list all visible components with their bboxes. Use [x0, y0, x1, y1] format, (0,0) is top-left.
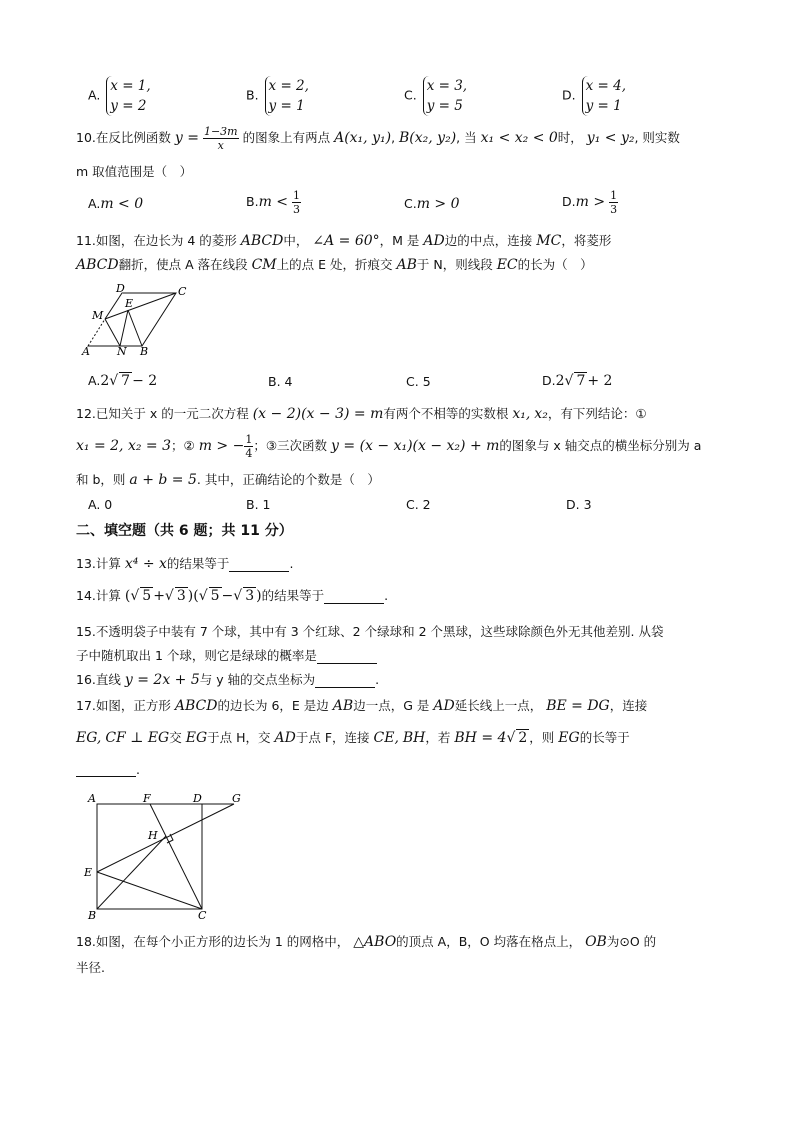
- q10-stem-2: m 取值范围是（ ）: [76, 164, 193, 179]
- square: [97, 804, 202, 909]
- equation-system: [582, 76, 626, 116]
- text: 时，: [557, 130, 583, 145]
- math: 2: [100, 373, 110, 389]
- text: ，连接: [609, 698, 648, 713]
- denominator: x: [217, 139, 224, 152]
- segment-md: [105, 293, 122, 319]
- math: −: [221, 588, 234, 604]
- q9-option-d: [562, 76, 626, 116]
- math: BH: [402, 730, 426, 746]
- q15-line-1: 15.不透明袋子中装有 7 个球，其中有 3 个红球、2 个绿球和 2 个黑球，这些球除颜色外无其他差别. 从袋: [76, 624, 664, 639]
- math: ABCD: [240, 233, 284, 249]
- answer-blank[interactable]: [229, 558, 289, 572]
- q18-stem-2: 半径.: [76, 960, 105, 975]
- answer-blank[interactable]: [324, 590, 384, 604]
- option-label: B.: [246, 194, 259, 209]
- segment-eg: [97, 804, 234, 872]
- text: 13.计算: [76, 556, 121, 571]
- q11-stem: [76, 231, 611, 249]
- text: 11.如图，在边长为 4 的菱形: [76, 233, 237, 248]
- label-f: F: [143, 792, 151, 805]
- math: ): [256, 588, 262, 604]
- radicand: 7: [576, 373, 586, 389]
- q10-option-a: [88, 196, 143, 212]
- math: +: [153, 588, 165, 604]
- math: EG,: [76, 730, 102, 746]
- text: 10.在反比例函数: [76, 130, 171, 145]
- label-g: G: [232, 792, 241, 805]
- text: 延长线上一点，: [454, 698, 543, 713]
- math: (x − 2)(x − 3) = m: [252, 406, 384, 422]
- text: .: [375, 672, 380, 687]
- q12-option-d: D. 3: [566, 497, 592, 512]
- option-label: D.: [562, 194, 576, 209]
- q12-option-b: B. 1: [246, 497, 271, 512]
- option-label: B.: [268, 374, 281, 389]
- text: 17.如图，正方形: [76, 698, 171, 713]
- q11-option-c: [406, 374, 431, 389]
- math: AD: [433, 698, 455, 714]
- segment-mc: [105, 293, 176, 319]
- math: a + b = 5: [129, 472, 197, 488]
- numerator: 1: [610, 189, 618, 202]
- radicand: 5: [142, 588, 152, 604]
- math: m < 0: [100, 196, 144, 212]
- math: m >: [575, 194, 606, 210]
- label-b: B: [88, 909, 97, 922]
- text: 为⊙O 的: [606, 934, 657, 949]
- option-label: A.: [88, 373, 101, 388]
- math: + 2: [587, 373, 613, 389]
- label-d: D: [193, 792, 202, 805]
- text: 边一点，G 是: [353, 698, 430, 713]
- option-label: C.: [406, 374, 419, 389]
- text: 的图象与 x 轴交点的横坐标分别为 a: [499, 438, 702, 453]
- system-line: y = 1: [585, 98, 622, 114]
- text: 边的中点，连接: [444, 233, 533, 248]
- math: A(x₁, y₁): [334, 130, 392, 146]
- math: ABCD: [174, 698, 218, 714]
- answer-blank[interactable]: [76, 763, 136, 777]
- text: 的结果等于: [166, 556, 230, 571]
- q12-stem-3: [76, 470, 380, 488]
- math: ABCD: [76, 257, 119, 273]
- label-e: E: [84, 866, 93, 879]
- math: m > 0: [416, 196, 460, 212]
- radicand: 3: [245, 588, 255, 604]
- q11-stem-2: [76, 255, 593, 273]
- math: MC: [536, 233, 562, 249]
- math: x₁,: [512, 406, 531, 422]
- q10-option-d: [562, 190, 618, 215]
- text: 有两个不相等的实数根: [383, 406, 509, 421]
- math: 2: [555, 373, 565, 389]
- text: ，则: [529, 730, 555, 745]
- q12-stem-2: [76, 434, 701, 459]
- numerator: 1: [245, 433, 253, 446]
- text: 于点 H，交: [207, 730, 271, 745]
- q11-option-a: A.2√ 7 − 2: [88, 373, 158, 389]
- label-n: N: [117, 345, 127, 355]
- math: x⁴ ÷ x: [124, 556, 167, 572]
- q15-line-2: [76, 646, 377, 664]
- text: 子中随机取出 1 个球，则它是绿球的概率是: [76, 648, 317, 663]
- text: 翻折，使点 A 落在线段: [118, 257, 248, 272]
- label-c: C: [178, 285, 187, 298]
- equation-system: [423, 76, 467, 116]
- rhombus-figure: [80, 283, 190, 355]
- text: 的结果等于: [261, 588, 325, 603]
- q17-stem-2: EG, CF ⊥ EG交 EG于点 H，交 AD于点 F，连接 CE, BH，若 BH = 4√ 2 ，则 EG的长等于: [76, 730, 630, 746]
- text: . 其中，正确结论的个数是（ ）: [196, 472, 380, 487]
- math: AD: [423, 233, 445, 249]
- math: CE,: [373, 730, 399, 746]
- option-label: D.: [542, 373, 556, 388]
- q11-option-b: [268, 374, 293, 389]
- math: AB: [332, 698, 354, 714]
- math: EG: [185, 730, 208, 746]
- text: , 当: [456, 130, 477, 145]
- text: 14.计算: [76, 588, 121, 603]
- segment-ne: [120, 310, 128, 346]
- radicand: 3: [176, 588, 186, 604]
- segment-eb: [128, 310, 142, 346]
- fraction: [292, 190, 301, 215]
- q13: [76, 554, 293, 572]
- math: △ABO: [353, 934, 397, 950]
- math: y =: [174, 130, 199, 146]
- denominator: 3: [610, 203, 618, 216]
- label-b: B: [140, 345, 149, 355]
- text: 的边长为 6，E 是边: [217, 698, 329, 713]
- math: x₁ < x₂ < 0: [480, 130, 558, 146]
- numerator: 1−3m: [203, 125, 238, 138]
- label-c: C: [198, 909, 207, 922]
- math: y₁ < y₂: [586, 130, 635, 146]
- math: x₂: [534, 406, 548, 422]
- text: 16.直线: [76, 672, 121, 687]
- radicand: 2: [518, 730, 528, 746]
- math: BH = 4: [454, 730, 507, 746]
- option-label: A.: [88, 87, 101, 103]
- segment-mn: [105, 319, 120, 346]
- label-d: D: [116, 283, 125, 295]
- fraction: [609, 190, 618, 215]
- q12-stem: [76, 404, 647, 422]
- option-label: C.: [404, 196, 417, 211]
- radicand: 7: [121, 373, 131, 389]
- system-line: x = 4,: [585, 78, 626, 94]
- math: (: [124, 588, 131, 604]
- q16: [76, 670, 379, 688]
- text: 于点 F，连接: [295, 730, 370, 745]
- math: B(x₂, y₂): [399, 130, 457, 146]
- text: ，若: [425, 730, 451, 745]
- q12-option-c: C. 2: [406, 497, 431, 512]
- answer-blank[interactable]: [317, 650, 377, 664]
- numerator: 1: [293, 189, 301, 202]
- q10-option-b: [246, 190, 301, 215]
- text: ，M 是: [379, 233, 420, 248]
- segment-bh: [97, 836, 166, 909]
- q9-option-b: [246, 76, 309, 116]
- label-m: M: [92, 309, 104, 322]
- option-text: 5: [422, 374, 431, 389]
- text: 的顶点 A，B，O 均落在格点上，: [396, 934, 582, 949]
- text: 中，: [283, 233, 309, 248]
- text: ，将菱形: [561, 233, 612, 248]
- system-line: x = 1,: [110, 78, 151, 94]
- math: m <: [258, 194, 289, 210]
- text: ，有下列结论：①: [547, 406, 647, 421]
- math: m > −: [198, 438, 245, 454]
- math: CF ⊥ EG: [105, 730, 170, 746]
- math: OB: [585, 934, 607, 950]
- fraction: [244, 434, 253, 459]
- text: 于 N，则线段: [416, 257, 493, 272]
- text: ；②: [171, 438, 195, 453]
- q17-stem-3: [76, 762, 140, 777]
- fraction: [203, 126, 239, 151]
- square-figure: [80, 788, 250, 923]
- text: .: [289, 556, 294, 571]
- text: 的长等于: [579, 730, 630, 745]
- math: ∠A = 60°: [312, 233, 380, 249]
- math: − 2: [132, 373, 158, 389]
- option-label: D.: [562, 87, 576, 103]
- text: ；③三次函数: [253, 438, 328, 453]
- denominator: 3: [293, 203, 301, 216]
- text: 的长为（ ）: [517, 257, 593, 272]
- math: )(: [187, 588, 199, 604]
- equation-system: [106, 76, 150, 116]
- q10-stem: 10.在反比例函数 y = $\frac{1-3m}{x}$ 的图象上有两点 A(x₁, y₁), B(x₂, y₂), 当 x₁ < x₂ < 0时， y₁ < y₂, 则实数: [76, 125, 680, 152]
- q9-option-a: [88, 76, 151, 116]
- q14: 14.计算 (√ 5 +√ 3 )(√ 5 −√ 3 )的结果等于 .: [76, 588, 389, 604]
- option-label: C.: [404, 87, 417, 103]
- q12-option-a: A. 0: [88, 497, 113, 512]
- math: AD: [274, 730, 296, 746]
- text: 上的点 E 处，折痕交: [276, 257, 393, 272]
- math: x₁ = 2, x₂ = 3: [76, 438, 171, 454]
- q18-stem: [76, 932, 656, 950]
- text: .: [136, 762, 140, 777]
- label-h: H: [148, 829, 158, 842]
- text: .: [384, 588, 389, 603]
- section-heading: 二、填空题（共 6 题；共 11 分）: [76, 523, 293, 539]
- system-line: y = 1: [268, 98, 305, 114]
- math: y = (x − x₁)(x − x₂) + m: [331, 438, 500, 454]
- q11-option-d: D.2√ 7 + 2: [542, 373, 613, 389]
- math: EG: [558, 730, 580, 746]
- text: 交: [169, 730, 182, 745]
- math: BE = DG: [546, 698, 610, 714]
- text: 与 y 轴的交点坐标为: [199, 672, 316, 687]
- label-a: A: [88, 792, 96, 805]
- text: 12.已知关于 x 的一元二次方程: [76, 406, 249, 421]
- label-a: A: [82, 345, 90, 355]
- text: 18.如图，在每个小正方形的边长为 1 的网格中，: [76, 934, 350, 949]
- label-e: E: [125, 297, 134, 310]
- q10-option-c: [404, 196, 460, 212]
- option-label: A.: [88, 196, 101, 211]
- radicand: 5: [210, 588, 220, 604]
- text: 的图象上有两点: [242, 130, 331, 145]
- q17-stem: [76, 696, 647, 714]
- system-line: x = 2,: [268, 78, 309, 94]
- system-line: x = 3,: [426, 78, 468, 94]
- system-line: y = 2: [110, 98, 147, 114]
- q9-option-c: [404, 76, 467, 116]
- equation-system: [265, 76, 309, 116]
- math: EC: [496, 257, 518, 273]
- answer-blank[interactable]: [315, 674, 375, 688]
- denominator: 4: [245, 447, 253, 460]
- option-label: B.: [246, 87, 259, 103]
- text: , 则实数: [634, 130, 680, 145]
- math: CM: [251, 257, 277, 273]
- option-text: 4: [284, 374, 293, 389]
- math: AB: [396, 257, 417, 273]
- math: y = 2x + 5: [124, 672, 200, 688]
- text: 和 b，则: [76, 472, 126, 487]
- system-line: y = 5: [426, 98, 463, 114]
